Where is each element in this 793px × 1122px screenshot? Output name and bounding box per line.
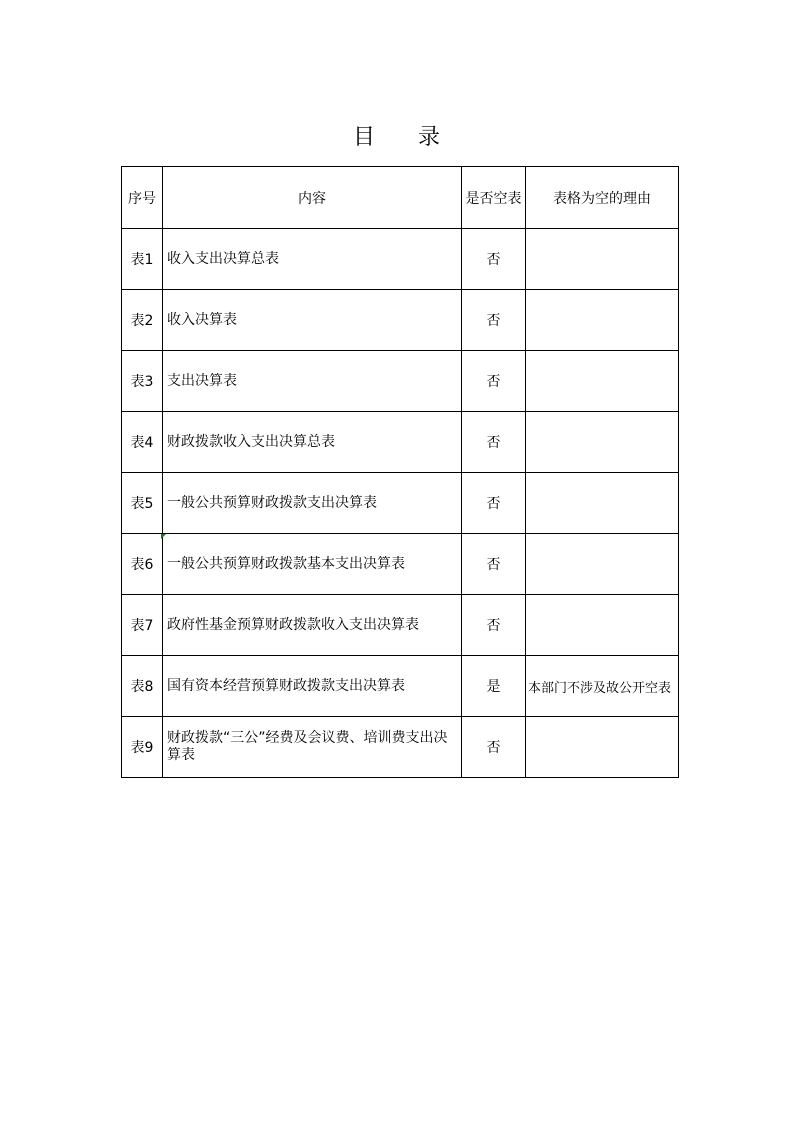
row-seq: 表3 bbox=[122, 351, 163, 412]
row-reason bbox=[526, 290, 679, 351]
row-content: 政府性基金预算财政拨款收入支出决算表 bbox=[163, 595, 462, 656]
row-is-empty: 否 bbox=[462, 229, 526, 290]
row-content: 收入决算表 bbox=[163, 290, 462, 351]
table-row bbox=[122, 656, 679, 717]
toc-table bbox=[121, 166, 679, 778]
row-reason: 本部门不涉及故公开空表 bbox=[526, 656, 679, 717]
row-reason bbox=[526, 534, 679, 595]
page-title: 目 录 bbox=[353, 125, 458, 150]
row-is-empty: 否 bbox=[462, 473, 526, 534]
row-seq: 表4 bbox=[122, 412, 163, 473]
header-reason: 表格为空的理由 bbox=[526, 167, 679, 229]
table-row bbox=[122, 412, 679, 473]
row-reason bbox=[526, 473, 679, 534]
row-reason bbox=[526, 595, 679, 656]
row-seq: 表7 bbox=[122, 595, 163, 656]
row-is-empty: 否 bbox=[462, 717, 526, 778]
row-seq: 表2 bbox=[122, 290, 163, 351]
header-seq: 序号 bbox=[122, 167, 163, 229]
table-row bbox=[122, 595, 679, 656]
header-content: 内容 bbox=[163, 167, 462, 229]
table-row bbox=[122, 534, 679, 595]
header-is-empty: 是否空表 bbox=[462, 167, 526, 229]
row-content: 支出决算表 bbox=[163, 351, 462, 412]
row-reason bbox=[526, 229, 679, 290]
row-content: 财政拨款“三公”经费及会议费、培训费支出决算表 bbox=[163, 717, 462, 778]
row-content: 一般公共预算财政拨款支出决算表 bbox=[163, 473, 462, 534]
table-row bbox=[122, 229, 679, 290]
row-is-empty: 是 bbox=[462, 656, 526, 717]
row-content: 财政拨款收入支出决算总表 bbox=[163, 412, 462, 473]
row-is-empty: 否 bbox=[462, 534, 526, 595]
row-reason bbox=[526, 412, 679, 473]
table-row bbox=[122, 351, 679, 412]
row-is-empty: 否 bbox=[462, 595, 526, 656]
row-seq: 表6 bbox=[122, 534, 163, 595]
row-is-empty: 否 bbox=[462, 290, 526, 351]
row-is-empty: 否 bbox=[462, 412, 526, 473]
row-content: 一般公共预算财政拨款基本支出决算表 bbox=[163, 534, 462, 595]
row-seq: 表9 bbox=[122, 717, 163, 778]
row-content: 收入支出决算总表 bbox=[163, 229, 462, 290]
table-row bbox=[122, 717, 679, 778]
row-seq: 表8 bbox=[122, 656, 163, 717]
row-seq: 表5 bbox=[122, 473, 163, 534]
row-reason bbox=[526, 717, 679, 778]
row-seq: 表1 bbox=[122, 229, 163, 290]
table-header-row bbox=[122, 167, 679, 229]
cell-comment-marker bbox=[161, 534, 166, 539]
table-row bbox=[122, 473, 679, 534]
row-is-empty: 否 bbox=[462, 351, 526, 412]
row-reason bbox=[526, 351, 679, 412]
row-content: 国有资本经营预算财政拨款支出决算表 bbox=[163, 656, 462, 717]
table-row bbox=[122, 290, 679, 351]
